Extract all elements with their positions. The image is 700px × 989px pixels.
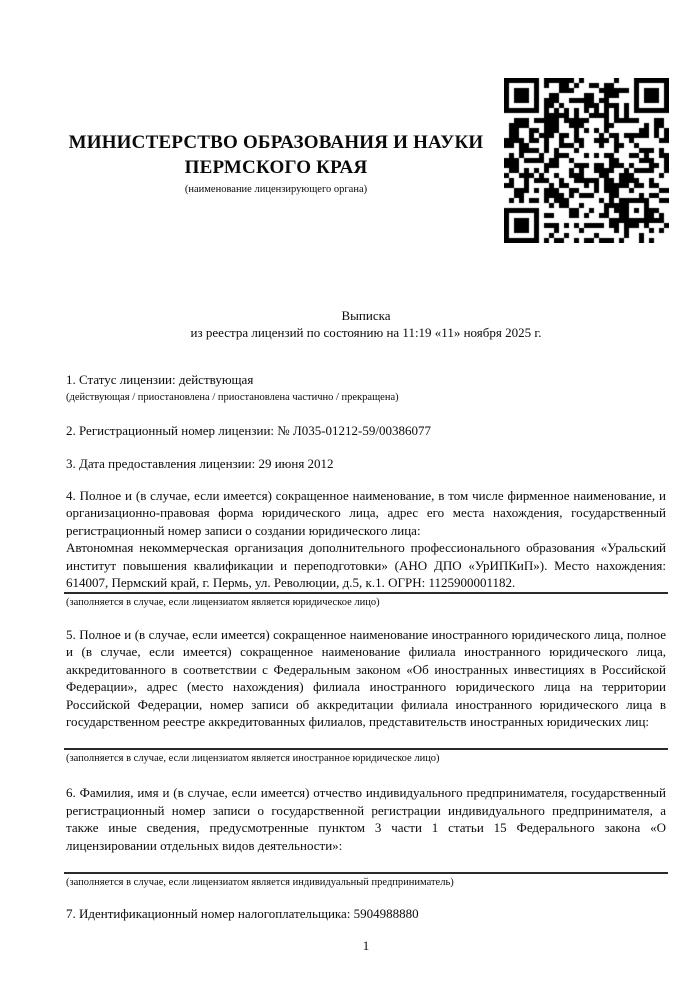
item-4-caption: (заполняется в случае, если лицензиатом является юридическое лицо)	[66, 596, 380, 608]
document-title-line2: из реестра лицензий по состоянию на 11:19 «11» ноября 2025 г.	[190, 325, 542, 340]
licensing-authority-caption: (наименование лицензирующего органа)	[184, 184, 368, 195]
item-6-text: 6. Фамилия, имя и (в случае, если имеется) отчество индивидуального предпринимателя, государственный регистрационный номер записи о государственной регистрации индивидуального предпринимателя, а также иные сведения, предусмотренные пунктом 3 части 1 статьи 15 Федерального закона «О лицензировании отдельных видов деятельности»:	[66, 785, 666, 853]
item-7-text: 7. Идентификационный номер налогоплательщика: 5904988880	[66, 905, 419, 921]
item-7-taxpayer-number	[66, 905, 666, 923]
item-1-caption: (действующая / приостановлена / приостановлена частично / прекращена)	[66, 391, 399, 403]
extract-body	[66, 371, 666, 954]
document-title-line1: Выписка	[341, 308, 391, 323]
fill-line	[64, 592, 668, 594]
item-3-license-date	[66, 455, 666, 473]
item-2-registration-number	[66, 422, 666, 440]
empty-value-line	[66, 731, 666, 749]
item-1-license-status	[66, 371, 666, 405]
item-6-caption: (заполняется в случае, если лицензиатом является индивидуальный предприниматель)	[66, 876, 454, 888]
ministry-name-line2: ПЕРМСКОГО КРАЯ	[184, 157, 368, 178]
item-6-individual-entrepreneur	[66, 784, 666, 890]
document-title	[66, 307, 666, 341]
item-4-text: 4. Полное и (в случае, если имеется) сокращенное наименование, в том числе фирменное наименование, и организационно-правовая форма юридического лица, адрес его места нахождения, государственный регистрационный номер записи о создании юридического лица:	[66, 487, 666, 538]
fill-line	[64, 748, 668, 750]
fill-line	[64, 872, 668, 874]
item-3-text: 3. Дата предоставления лицензии: 29 июня 2012	[66, 456, 334, 471]
page-number: 1	[362, 938, 370, 953]
item-4-legal-entity	[66, 487, 666, 610]
item-4-value: Автономная некоммерческая организация дополнительного профессионального образования «Уральский институт повышения квалификации и переподготовки» (АНО ДПО «УрИПКиП»). Место нахождения: 614007, Пермский край, г. Пермь, ул. Революции, д.5, к.1. ОГРН: 1125900001182.	[66, 540, 666, 590]
item-2-text: 2. Регистрационный номер лицензии: № Л035-01212-59/00386077	[66, 422, 432, 438]
qr-code	[504, 78, 669, 243]
empty-value-line	[66, 854, 666, 872]
item-5-caption: (заполняется в случае, если лицензиатом является иностранное юридическое лицо)	[66, 753, 440, 764]
licensing-authority-name	[66, 130, 486, 180]
item-5-foreign-entity	[66, 626, 666, 767]
item-1-text: 1. Статус лицензии: действующая	[66, 372, 254, 387]
ministry-name-line1: МИНИСТЕРСТВО ОБРАЗОВАНИЯ И НАУКИ	[68, 132, 484, 153]
item-5-text: 5. Полное и (в случае, если имеется) сокращенное наименование иностранного юридического лица, полное и (в случае, если имеется) сокращенное наименование филиала иностранного юридического лица, аккредитованного в соответствии с Федеральным законом «Об иностранных инвестициях в Российской Федерации», адрес (место нахождения) филиала иностранного юридического лица на территории Российской Федерации, номер записи об аккредитации филиала иностранного юридического лица в государственном реестре аккредитованных филиалов, представительств иностранных юридических лиц:	[66, 626, 666, 729]
